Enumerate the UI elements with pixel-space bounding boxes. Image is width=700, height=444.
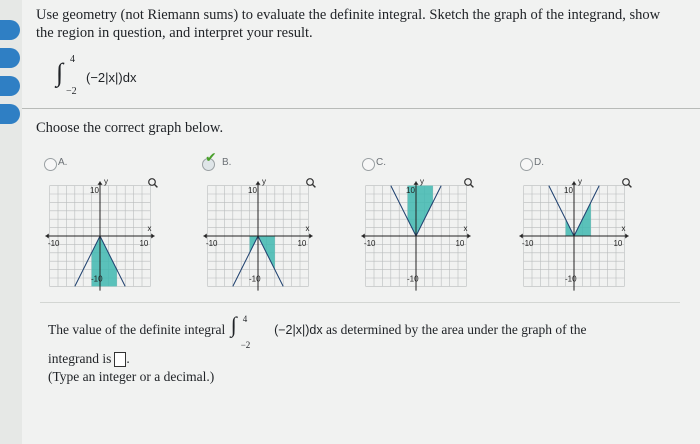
integrand-line [48,350,668,368]
option-d-radio[interactable] [520,158,533,171]
divider [22,108,700,109]
graph-option-d[interactable] [504,172,644,300]
option-a-label[interactable]: A. [58,157,68,168]
y-axis-label: y [420,176,424,186]
question-prompt: Use geometry (not Riemann sums) to evaluate the definite integral. Sketch the graph of the integrand, show the region in question, and interpret your result. [36,7,661,41]
side-tab[interactable] [0,48,20,68]
x-arrow-icon [467,234,470,239]
integral-sign: ∫ [56,58,64,87]
tick-label: 10 [139,239,149,248]
integrand-expression: (−2|x|)dx [274,323,323,338]
tick-label: 10 [297,239,307,248]
y-axis-label: y [578,176,582,186]
y-arrow-icon [256,181,261,184]
x-arrow-icon [45,234,48,239]
side-tab[interactable] [0,20,20,40]
inline-integral [229,312,271,350]
tick-label: 10 [406,186,415,196]
tick-label: -10 [91,274,103,284]
integral-lower-limit: −2 [240,340,251,350]
tick-label: 10 [90,186,99,196]
tick-label: -10 [407,274,419,284]
integral-lower-limit: −2 [66,86,77,97]
integral-upper-limit: 4 [242,314,248,324]
x-axis-label: x [305,224,310,233]
tick-label: 10 [613,239,623,248]
answer-sentence [48,312,668,350]
period: . [126,351,130,366]
x-arrow-icon [519,234,522,239]
tick-label: -10 [363,239,376,248]
y-arrow-icon [98,181,103,184]
graph-option-c[interactable] [346,172,486,300]
tick-label: -10 [565,274,577,284]
app-side-strip [0,0,22,444]
x-axis-label: x [463,224,468,233]
correct-check-icon: ✔ [205,150,217,166]
integral-sign: ∫ [230,312,237,337]
option-a-radio[interactable] [44,158,57,171]
side-tab[interactable] [0,76,20,96]
y-axis-label: y [262,176,266,186]
x-arrow-icon [203,234,206,239]
tick-label: -10 [205,239,218,248]
tick-label: 10 [248,186,257,196]
graph-option-a[interactable] [30,172,170,300]
x-arrow-icon [361,234,364,239]
choose-graph-label: Choose the correct graph below. [36,120,224,136]
sentence-end: as determined by the area under the graph of the [325,322,587,338]
answer-hint: (Type an integer or a decimal.) [48,369,215,384]
integral-upper-limit: 4 [70,54,75,65]
tick-label: 10 [455,239,465,248]
tick-label: -10 [47,239,60,248]
integrand-is-label: integrand is [48,351,112,366]
answer-input[interactable] [114,352,126,367]
tick-label: -10 [249,274,261,284]
option-c-label[interactable]: C. [376,157,386,168]
x-axis-label: x [147,224,152,233]
tick-label: -10 [521,239,534,248]
divider [40,302,680,303]
answer-section [48,312,668,386]
integral-display [56,56,256,102]
option-b-label[interactable]: B. [222,157,232,168]
integrand-expression: (−2|x|)dx [86,70,137,85]
graph-option-b[interactable] [188,172,328,300]
zoom-icon[interactable] [465,179,474,188]
option-d-label[interactable]: D. [534,157,544,168]
x-arrow-icon [309,234,312,239]
side-tab[interactable] [0,104,20,124]
zoom-icon[interactable] [307,179,316,188]
zoom-icon[interactable] [149,179,158,188]
sentence-start: The value of the definite integral [48,322,226,338]
x-arrow-icon [625,234,628,239]
y-arrow-icon [572,181,577,184]
tick-label: 10 [564,186,573,196]
y-axis-label: y [104,176,108,186]
x-arrow-icon [151,234,154,239]
y-arrow-icon [414,181,419,184]
x-axis-label: x [621,224,626,233]
zoom-icon[interactable] [623,179,632,188]
option-c-radio[interactable] [362,158,375,171]
